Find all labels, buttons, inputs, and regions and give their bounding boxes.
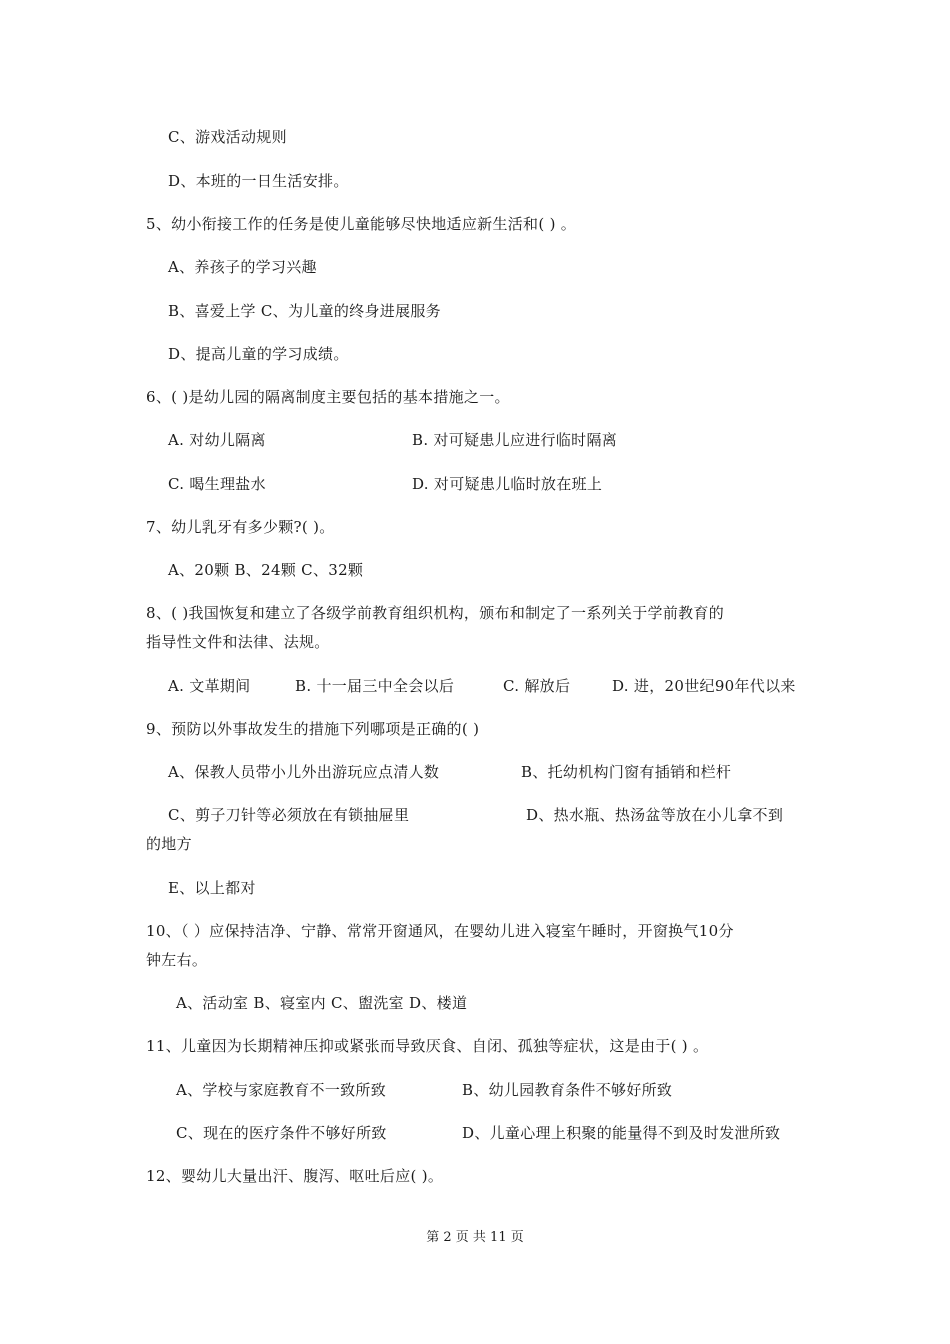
q8-stem-line2: 指导性文件和法律、法规。 <box>146 633 330 651</box>
q7-options: A、20颗 B、24颗 C、32颗 <box>168 561 364 579</box>
q10-stem-line2: 钟左右。 <box>146 951 208 969</box>
q11-option-b: B、幼儿园教育条件不够好所致 <box>462 1081 673 1099</box>
q9-stem: 9、预防以外事故发生的措施下列哪项是正确的( ) <box>146 720 480 738</box>
q12-stem: 12、婴幼儿大量出汗、腹泻、呕吐后应( )。 <box>146 1167 444 1185</box>
q9-option-e: E、以上都对 <box>168 879 256 897</box>
q8-stem-line1: 8、( )我国恢复和建立了各级学前教育组织机构，颁布和制定了一系列关于学前教育的 <box>146 604 725 622</box>
q5-option-d: D、提高儿童的学习成绩。 <box>168 345 349 363</box>
q7-stem: 7、幼儿乳牙有多少颗?( )。 <box>146 518 335 536</box>
q9-option-a: A、保教人员带小儿外出游玩应点清人数 <box>168 763 440 781</box>
q8-option-a: A. 文革期间 <box>168 677 251 695</box>
q11-option-d: D、儿童心理上积聚的能量得不到及时发泄所致 <box>462 1124 781 1142</box>
q9-option-b: B、托幼机构门窗有插销和栏杆 <box>521 763 732 781</box>
q6-option-c: C. 喝生理盐水 <box>168 475 266 493</box>
q6-option-b: B. 对可疑患儿应进行临时隔离 <box>412 431 618 449</box>
page-footer: 第 2 页 共 11 页 <box>426 1230 524 1245</box>
q9-option-c: C、剪子刀针等必须放在有锁抽屉里 <box>168 806 410 824</box>
q5-option-a: A、养孩子的学习兴趣 <box>168 258 317 276</box>
q10-stem-line1: 10、（ ）应保持洁净、宁静、常常开窗通风，在婴幼儿进入寝室午睡时，开窗换气10分 <box>146 922 734 940</box>
q4-option-c: C、游戏活动规则 <box>168 128 287 146</box>
q4-option-d: D、本班的一日生活安排。 <box>168 172 349 190</box>
q8-option-d: D. 进，20世纪90年代以来 <box>612 677 796 695</box>
q9-option-d-line1: D、热水瓶、热汤盆等放在小儿拿不到 <box>526 806 784 824</box>
q10-options: A、活动室 B、寝室内 C、盥洗室 D、楼道 <box>176 994 468 1012</box>
q11-option-c: C、现在的医疗条件不够好所致 <box>176 1124 387 1142</box>
q8-option-b: B. 十一届三中全会以后 <box>295 677 455 695</box>
q11-stem: 11、儿童因为长期精神压抑或紧张而导致厌食、自闭、孤独等症状，这是由于( ) 。 <box>146 1037 709 1055</box>
q6-option-a: A. 对幼儿隔离 <box>168 431 266 449</box>
q11-option-a: A、学校与家庭教育不一致所致 <box>176 1081 387 1099</box>
q8-option-c: C. 解放后 <box>503 677 571 695</box>
q5-option-bc: B、喜爱上学 C、为儿童的终身进展服务 <box>168 302 441 320</box>
q9-option-d-line2: 的地方 <box>146 835 192 853</box>
q6-option-d: D. 对可疑患儿临时放在班上 <box>412 475 603 493</box>
q5-stem: 5、幼小衔接工作的任务是使儿童能够尽快地适应新生活和( ) 。 <box>146 215 577 233</box>
q6-stem: 6、( )是幼儿园的隔离制度主要包括的基本措施之一。 <box>146 388 510 406</box>
